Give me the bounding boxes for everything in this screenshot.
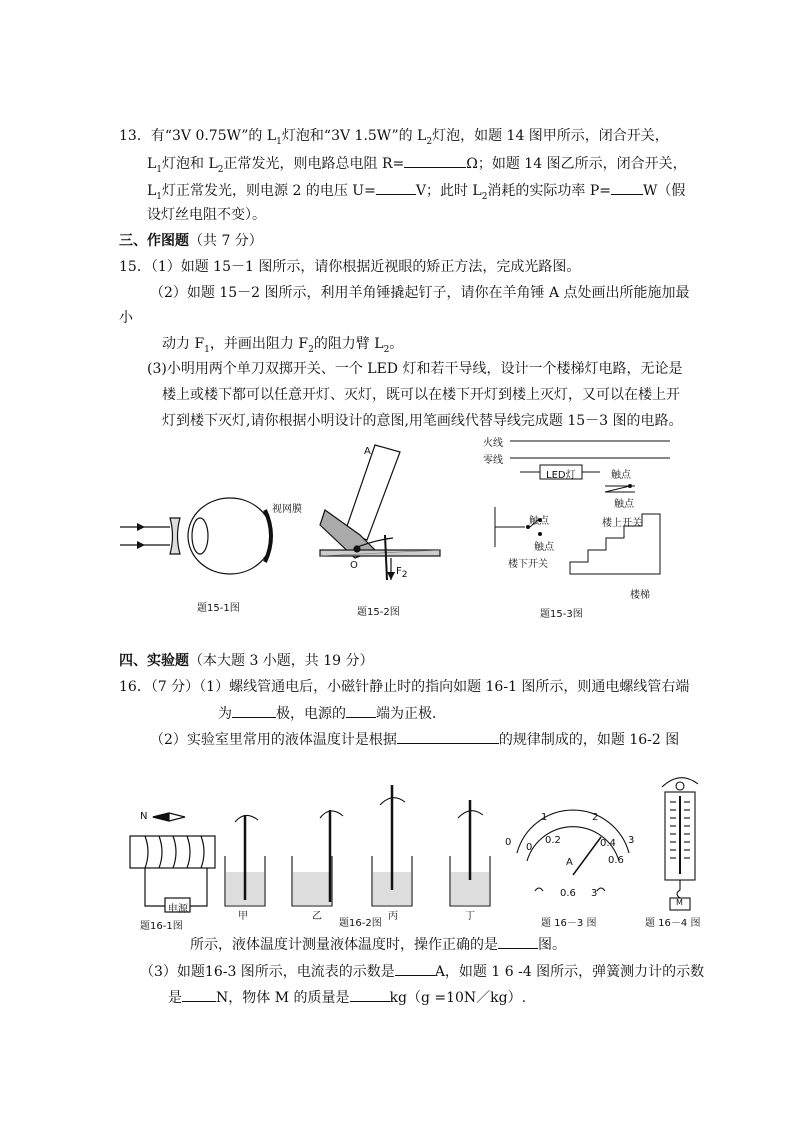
scale-bottom-0.2: 0.2 — [545, 835, 561, 846]
figure-16-1-caption: 题16-1图 — [140, 921, 183, 932]
f2-text: F — [396, 566, 402, 577]
q15-text: 动力 F — [162, 336, 205, 352]
ammeter-pointer — [573, 837, 601, 875]
retina-label: 视网膜 — [272, 504, 302, 515]
q16-line-3 — [150, 729, 679, 750]
downstairs-switch-label: 楼下开关 — [508, 559, 548, 570]
subscript: 1 — [276, 136, 282, 147]
q13-line-3 — [147, 180, 685, 207]
q15-line-6: 楼上或楼下都可以任意开灯、灭灯，既可以在楼下开灯到楼上灭灯，又可以在楼上开 — [162, 387, 680, 403]
q15-line-7: 灯到楼下灭灯,请你根据小明设计的意图,用笔画线代替导线完成题 15－3 图的电路。 — [162, 413, 683, 429]
q13-text: Ω；如题 14 图乙所示，闭合开关， — [466, 156, 687, 172]
scale-hook-bottom — [677, 880, 680, 898]
scale-bottom-0: 0 — [526, 842, 533, 853]
section-title: 四、实验题 — [119, 653, 189, 669]
q16-text: （2）实验室里常用的液体温度计是根据 — [150, 732, 397, 748]
subscript: 2 — [308, 344, 314, 355]
led-label: LED灯 — [546, 470, 576, 481]
q13-text: V；此时 L — [415, 183, 482, 199]
stairs-label: 楼梯 — [630, 590, 650, 601]
figure-16-4-spring-scale[interactable] — [650, 772, 710, 912]
scale-top-3: 3 — [628, 835, 635, 846]
section-4-heading — [119, 651, 374, 671]
hammer-handle — [345, 445, 400, 540]
q16-text: （3）如题16-3 图所示，电流表的示数是 — [140, 964, 395, 980]
q16-line-4 — [190, 934, 566, 955]
neutral-wire-label: 零线 — [483, 455, 503, 466]
q16-text: 所示，液体温度计测量液体温度时，操作正确的是 — [190, 937, 498, 953]
scale-top-1: 1 — [541, 812, 548, 823]
force-f2-label — [396, 566, 408, 580]
answer-blank-resistance[interactable] — [404, 153, 466, 168]
ammeter-unit-label: A — [566, 857, 573, 868]
q13-text: L — [147, 156, 157, 172]
subscript: 2 — [217, 164, 224, 175]
q15-text: ，并画出阻力 F — [209, 336, 309, 352]
section-points: （共 7 分） — [189, 233, 263, 249]
beaker-label-bing: 丙 — [388, 911, 398, 922]
q16-text: A，如题 1 6 -4 图所示，弹簧测力计的示数 — [434, 964, 705, 980]
answer-blank-mass[interactable] — [350, 987, 390, 1002]
arrow-head-icon — [137, 541, 145, 549]
point-a-label: A — [364, 446, 371, 457]
subscript: 2 — [481, 191, 488, 202]
q13-text: 灯泡和 L — [162, 156, 218, 172]
q13-text: 正常发光，则电路总电阻 R= — [223, 156, 405, 172]
q16-text: N，物体 M 的质量是 — [216, 990, 350, 1006]
beaker-label-ding: 丁 — [465, 911, 475, 922]
q13-text: 灯泡，如题 14 图甲所示，闭合开关， — [432, 128, 669, 144]
figure-15-2-caption: 题15-2图 — [357, 607, 400, 618]
subscript: 2 — [401, 570, 408, 580]
q15-line-5: (3)小明用两个单刀双掷开关、一个 LED 灯和若干导线，设计一个楼梯灯电路，无论是 — [147, 361, 683, 377]
q13-text: 灯泡和“3V 1.5W”的 L — [281, 128, 427, 144]
q13-line-1 — [119, 126, 669, 152]
q15-text: 的阻力臂 L — [313, 336, 384, 352]
q13-text: 消耗的实际功率 P= — [487, 183, 612, 199]
q15-line-2: （2）如题 15－2 图所示，利用羊角锤撬起钉子，请你在羊角锤 A 点处画出所能施加最 — [150, 285, 690, 301]
subscript: 2 — [426, 136, 433, 147]
figure-16-2-caption: 题16-2图 — [339, 918, 382, 929]
q13-line-2 — [147, 153, 687, 180]
weight-m-label: M — [676, 898, 683, 907]
answer-blank-correct-figure[interactable] — [498, 934, 538, 949]
figure-15-3-caption: 题15-3图 — [540, 609, 583, 620]
contact-label: 触点 — [614, 499, 634, 510]
upstairs-switch-label: 楼上开关 — [602, 518, 642, 529]
contact-label: 触点 — [534, 542, 554, 553]
terminal-label-0.6: 0.6 — [560, 888, 576, 899]
q13-text: L — [147, 183, 157, 199]
q16-line-5 — [140, 961, 704, 982]
subscript: 2 — [383, 344, 390, 355]
q16-text: 极，电源的 — [276, 706, 346, 722]
q16-text: 为 — [218, 706, 232, 722]
scale-top-2: 2 — [592, 812, 599, 823]
q15-line-4 — [162, 334, 403, 360]
q16-text: kg（g =10N／kg）. — [389, 990, 527, 1006]
subscript: 1 — [156, 164, 163, 175]
figure-16-2-beakers[interactable] — [220, 780, 510, 910]
q13-text: 灯正常发光，则电源 2 的电压 U= — [162, 183, 376, 199]
subscript: 1 — [204, 344, 210, 355]
figure-15-2-hammer[interactable] — [315, 440, 445, 590]
subscript: 1 — [156, 191, 163, 202]
terminal-label-3: 3 — [591, 888, 598, 899]
answer-blank-current[interactable] — [395, 961, 435, 976]
section-points: （本大题 3 小题，共 19 分） — [189, 653, 374, 669]
terminal-plus — [597, 888, 605, 891]
answer-blank-force[interactable] — [182, 987, 216, 1002]
figure-16-4-caption: 题 16－4 图 — [645, 918, 701, 929]
q16-line-6 — [168, 987, 526, 1008]
q15-line-1: 15．（1）如题 15－1 图所示，请你根据近视眼的矫正方法，完成光路图。 — [119, 259, 581, 275]
retina — [265, 510, 271, 562]
figure-15-1-caption: 题15-1图 — [197, 603, 240, 614]
figure-16-3-caption: 题 16－3 图 — [541, 918, 597, 929]
eye-lens — [192, 518, 208, 554]
beaker-label-jia: 甲 — [238, 911, 248, 922]
q16-text: 是 — [168, 990, 182, 1006]
q16-text: 图。 — [538, 937, 566, 953]
contact-label: 触点 — [529, 516, 549, 527]
contact-label: 触点 — [611, 470, 631, 481]
scale-bottom-0.4: 0.4 — [600, 838, 616, 849]
fulcrum-point — [354, 546, 360, 552]
q15-line-3: 小 — [119, 310, 133, 326]
q13-text: 13．有“3V 0.75W”的 L — [119, 128, 277, 144]
scale-bottom-0.6: 0.6 — [608, 855, 624, 866]
hand-jia — [235, 815, 258, 822]
answer-blank-principle[interactable] — [397, 729, 499, 744]
power-source-label: 电源 — [168, 904, 188, 915]
figure-15-1-eye[interactable] — [115, 490, 295, 585]
answer-blank-terminal[interactable] — [346, 703, 376, 718]
answer-blank-power[interactable] — [611, 180, 643, 195]
point-o-label: O — [350, 560, 358, 571]
q16-line-1: 16．（7 分）（1）螺线管通电后，小磁针静止时的指向如题 16-1 图所示，则通电螺线管右端 — [119, 679, 690, 695]
hand-yi — [320, 811, 343, 818]
q16-text: 端为正极． — [376, 706, 446, 722]
beaker-label-yi: 乙 — [312, 911, 322, 922]
nail — [385, 535, 387, 580]
eyeball — [188, 498, 272, 574]
q16-line-2 — [218, 703, 446, 724]
q16-text: 的规律制成的，如题 16-2 图 — [498, 732, 680, 748]
answer-blank-voltage[interactable] — [376, 180, 416, 195]
terminal-minus — [535, 888, 543, 891]
north-pole-label: N — [140, 811, 148, 822]
q15-text: 。 — [389, 336, 404, 352]
solenoid-coil — [145, 836, 204, 868]
section-title: 三、作图题 — [119, 233, 189, 249]
figure-15-3-circuit[interactable] — [480, 432, 680, 612]
q13-text: W（假 — [643, 183, 686, 199]
answer-blank-pole[interactable] — [232, 703, 276, 718]
section-3-heading — [119, 231, 263, 251]
arrow-head-icon — [137, 523, 145, 531]
arrow-head-icon — [387, 572, 395, 580]
scale-top-0: 0 — [505, 837, 512, 848]
fire-wire-label: 火线 — [483, 438, 503, 449]
q13-line-4: 设灯丝电阻不变）。 — [147, 207, 266, 223]
concave-lens — [170, 518, 180, 554]
